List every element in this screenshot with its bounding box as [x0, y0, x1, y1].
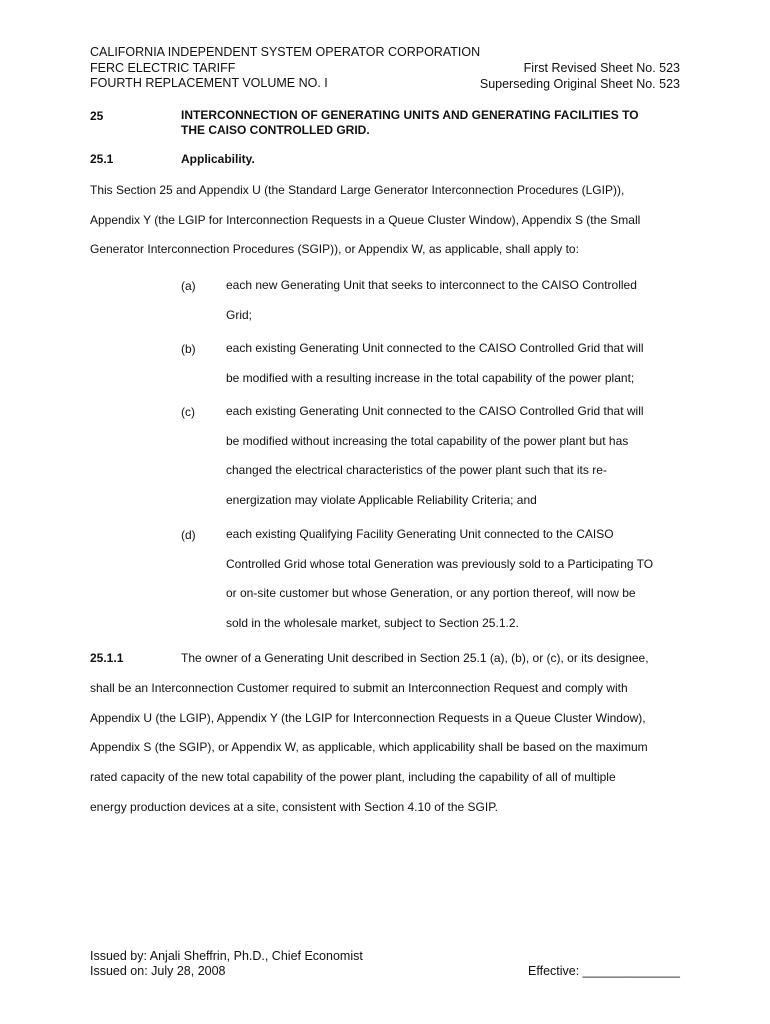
item-line: each existing Generating Unit connected to the CAISO Controlled Grid that will	[226, 341, 644, 355]
paragraph-25-1-1-number: 25.1.1	[90, 651, 124, 665]
item-line: be modified without increasing the total capability of the power plant but has	[226, 433, 629, 448]
item-a-label: (a)	[181, 279, 196, 293]
header-right	[480, 61, 680, 92]
subsection-number: 25.1	[90, 152, 114, 166]
paragraph-line: Appendix U (the LGIP), Appendix Y (the LGIP for Interconnection Requests in a Queue Cluster Window),	[90, 710, 646, 725]
intro-line: Generator Interconnection Procedures (SGIP)), or Appendix W, as applicable, shall apply to:	[90, 242, 579, 257]
intro-line: This Section 25 and Appendix U (the Standard Large Generator Interconnection Procedures (LGIP)),	[90, 183, 625, 197]
item-line: energization may violate Applicable Reliability Criteria; and	[226, 492, 537, 507]
header-sheet-revised: First Revised Sheet No. 523	[523, 61, 680, 75]
item-c-text	[226, 397, 686, 515]
item-a-text	[226, 271, 686, 330]
footer-effective: Effective: ______________	[528, 964, 680, 978]
item-line: each existing Qualifying Facility Generating Unit connected to the CAISO	[226, 527, 614, 541]
item-b-text	[226, 334, 686, 393]
item-line: Controlled Grid whose total Generation was previously sold to a Participating TO	[226, 556, 654, 571]
intro-line: Appendix Y (the LGIP for Interconnection Requests in a Queue Cluster Window), Appendix S (the Small	[90, 212, 641, 227]
item-line: Grid;	[226, 307, 253, 322]
item-d-text	[226, 520, 686, 638]
paragraph-25-1-1	[90, 644, 690, 823]
item-line: sold in the wholesale market, subject to Section 25.1.2.	[226, 615, 519, 630]
header-sheet-superseding: Superseding Original Sheet No. 523	[479, 76, 680, 91]
section-title-line2: THE CAISO CONTROLLED GRID.	[181, 123, 370, 137]
item-c-label: (c)	[181, 405, 195, 419]
header-org: CALIFORNIA INDEPENDENT SYSTEM OPERATOR CORPORATION	[90, 45, 481, 59]
item-line: each existing Generating Unit connected to the CAISO Controlled Grid that will	[226, 404, 644, 418]
section-number: 25	[90, 109, 104, 123]
footer-left	[90, 949, 363, 979]
paragraph-line: Appendix S (the SGIP), or Appendix W, as applicable, which applicability shall be based on the maximum	[90, 740, 648, 755]
section-title-line1: INTERCONNECTION OF GENERATING UNITS AND GENERATING FACILITIES TO	[181, 108, 639, 122]
item-line: changed the electrical characteristics of the power plant such that its re-	[226, 463, 607, 478]
item-line: or on-site customer but whose Generation, or any portion thereof, will now be	[226, 586, 636, 601]
paragraph-line: energy production devices at a site, consistent with Section 4.10 of the SGIP.	[90, 799, 499, 814]
paragraph-line: The owner of a Generating Unit described in Section 25.1 (a), (b), or (c), or its designee,	[181, 651, 649, 665]
header-tariff: FERC ELECTRIC TARIFF	[90, 60, 236, 75]
paragraph-line: shall be an Interconnection Customer required to submit an Interconnection Request and comply with	[90, 680, 628, 695]
subsection-title: Applicability.	[181, 152, 255, 166]
paragraph-line: rated capacity of the new total capability of the power plant, including the capability of all of multiple	[90, 770, 616, 785]
footer-issued-by: Issued by: Anjali Sheffrin, Ph.D., Chief Economist	[90, 949, 363, 963]
item-line: each new Generating Unit that seeks to interconnect to the CAISO Controlled	[226, 278, 637, 292]
header-left	[90, 45, 480, 92]
item-b-label: (b)	[181, 342, 196, 356]
footer-issued-on: Issued on: July 28, 2008	[90, 964, 226, 978]
item-d-label: (d)	[181, 528, 196, 542]
section-title	[181, 108, 681, 138]
header-volume: FOURTH REPLACEMENT VOLUME NO. I	[90, 76, 328, 90]
item-line: be modified with a resulting increase in the total capability of the power plant;	[226, 370, 635, 385]
intro-paragraph	[90, 176, 682, 265]
